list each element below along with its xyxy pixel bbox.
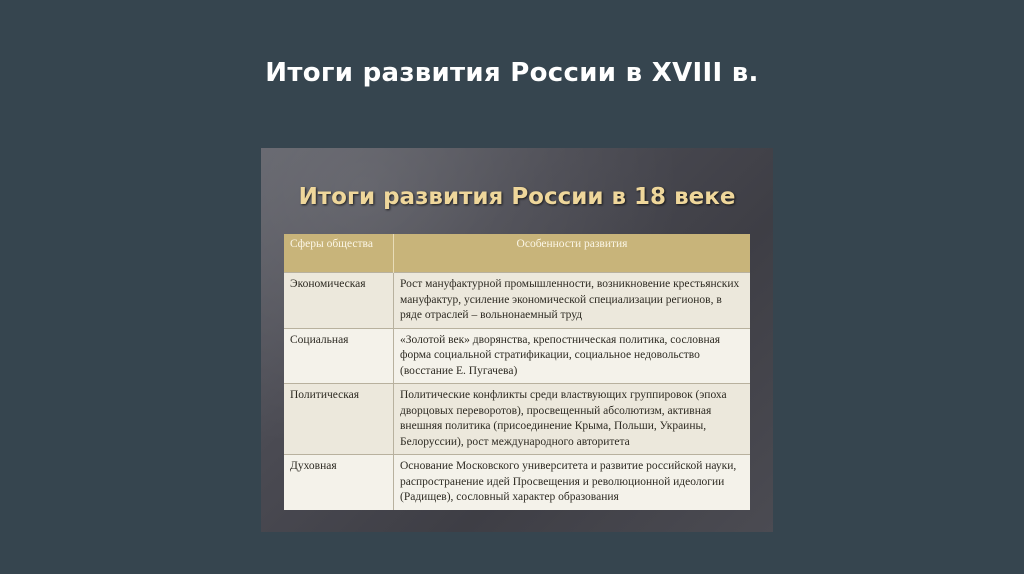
table-row — [284, 455, 750, 510]
slide-image — [261, 148, 773, 532]
image-title: Итоги развития России в 18 веке — [298, 184, 736, 210]
features-cell: Основание Московского университета и развитие российской науки, распространение идей Просвещения и революционной идеологии (Радищев), сословный характер образования — [394, 455, 751, 510]
table-row — [284, 384, 750, 455]
features-cell: «Золотой век» дворянства, крепостническая политика, сословная форма социальной стратификации, социальное недовольство (восстание Е. Пугачева) — [394, 328, 751, 384]
sphere-cell: Экономическая — [284, 273, 394, 329]
column-header-features: Особенности развития — [394, 234, 751, 273]
table-header-row — [284, 234, 750, 273]
sphere-cell: Политическая — [284, 384, 394, 455]
slide-title: Итоги развития России в XVIII в. — [265, 58, 759, 88]
summary-table — [284, 234, 750, 510]
table-row — [284, 328, 750, 384]
column-header-sphere: Сферы общества — [284, 234, 394, 273]
table-row — [284, 273, 750, 329]
features-cell: Рост мануфактурной промышленности, возникновение крестьянских мануфактур, усиление экономической специализации регионов, в ряде отраслей – вольнонаемный труд — [394, 273, 751, 329]
sphere-cell: Духовная — [284, 455, 394, 510]
features-cell: Политические конфликты среди властвующих группировок (эпоха дворцовых переворотов), просвещенный абсолютизм, активная внешняя политика (присоединение Крыма, Польши, Украины, Белоруссии), рост международного авторитета — [394, 384, 751, 455]
sphere-cell: Социальная — [284, 328, 394, 384]
